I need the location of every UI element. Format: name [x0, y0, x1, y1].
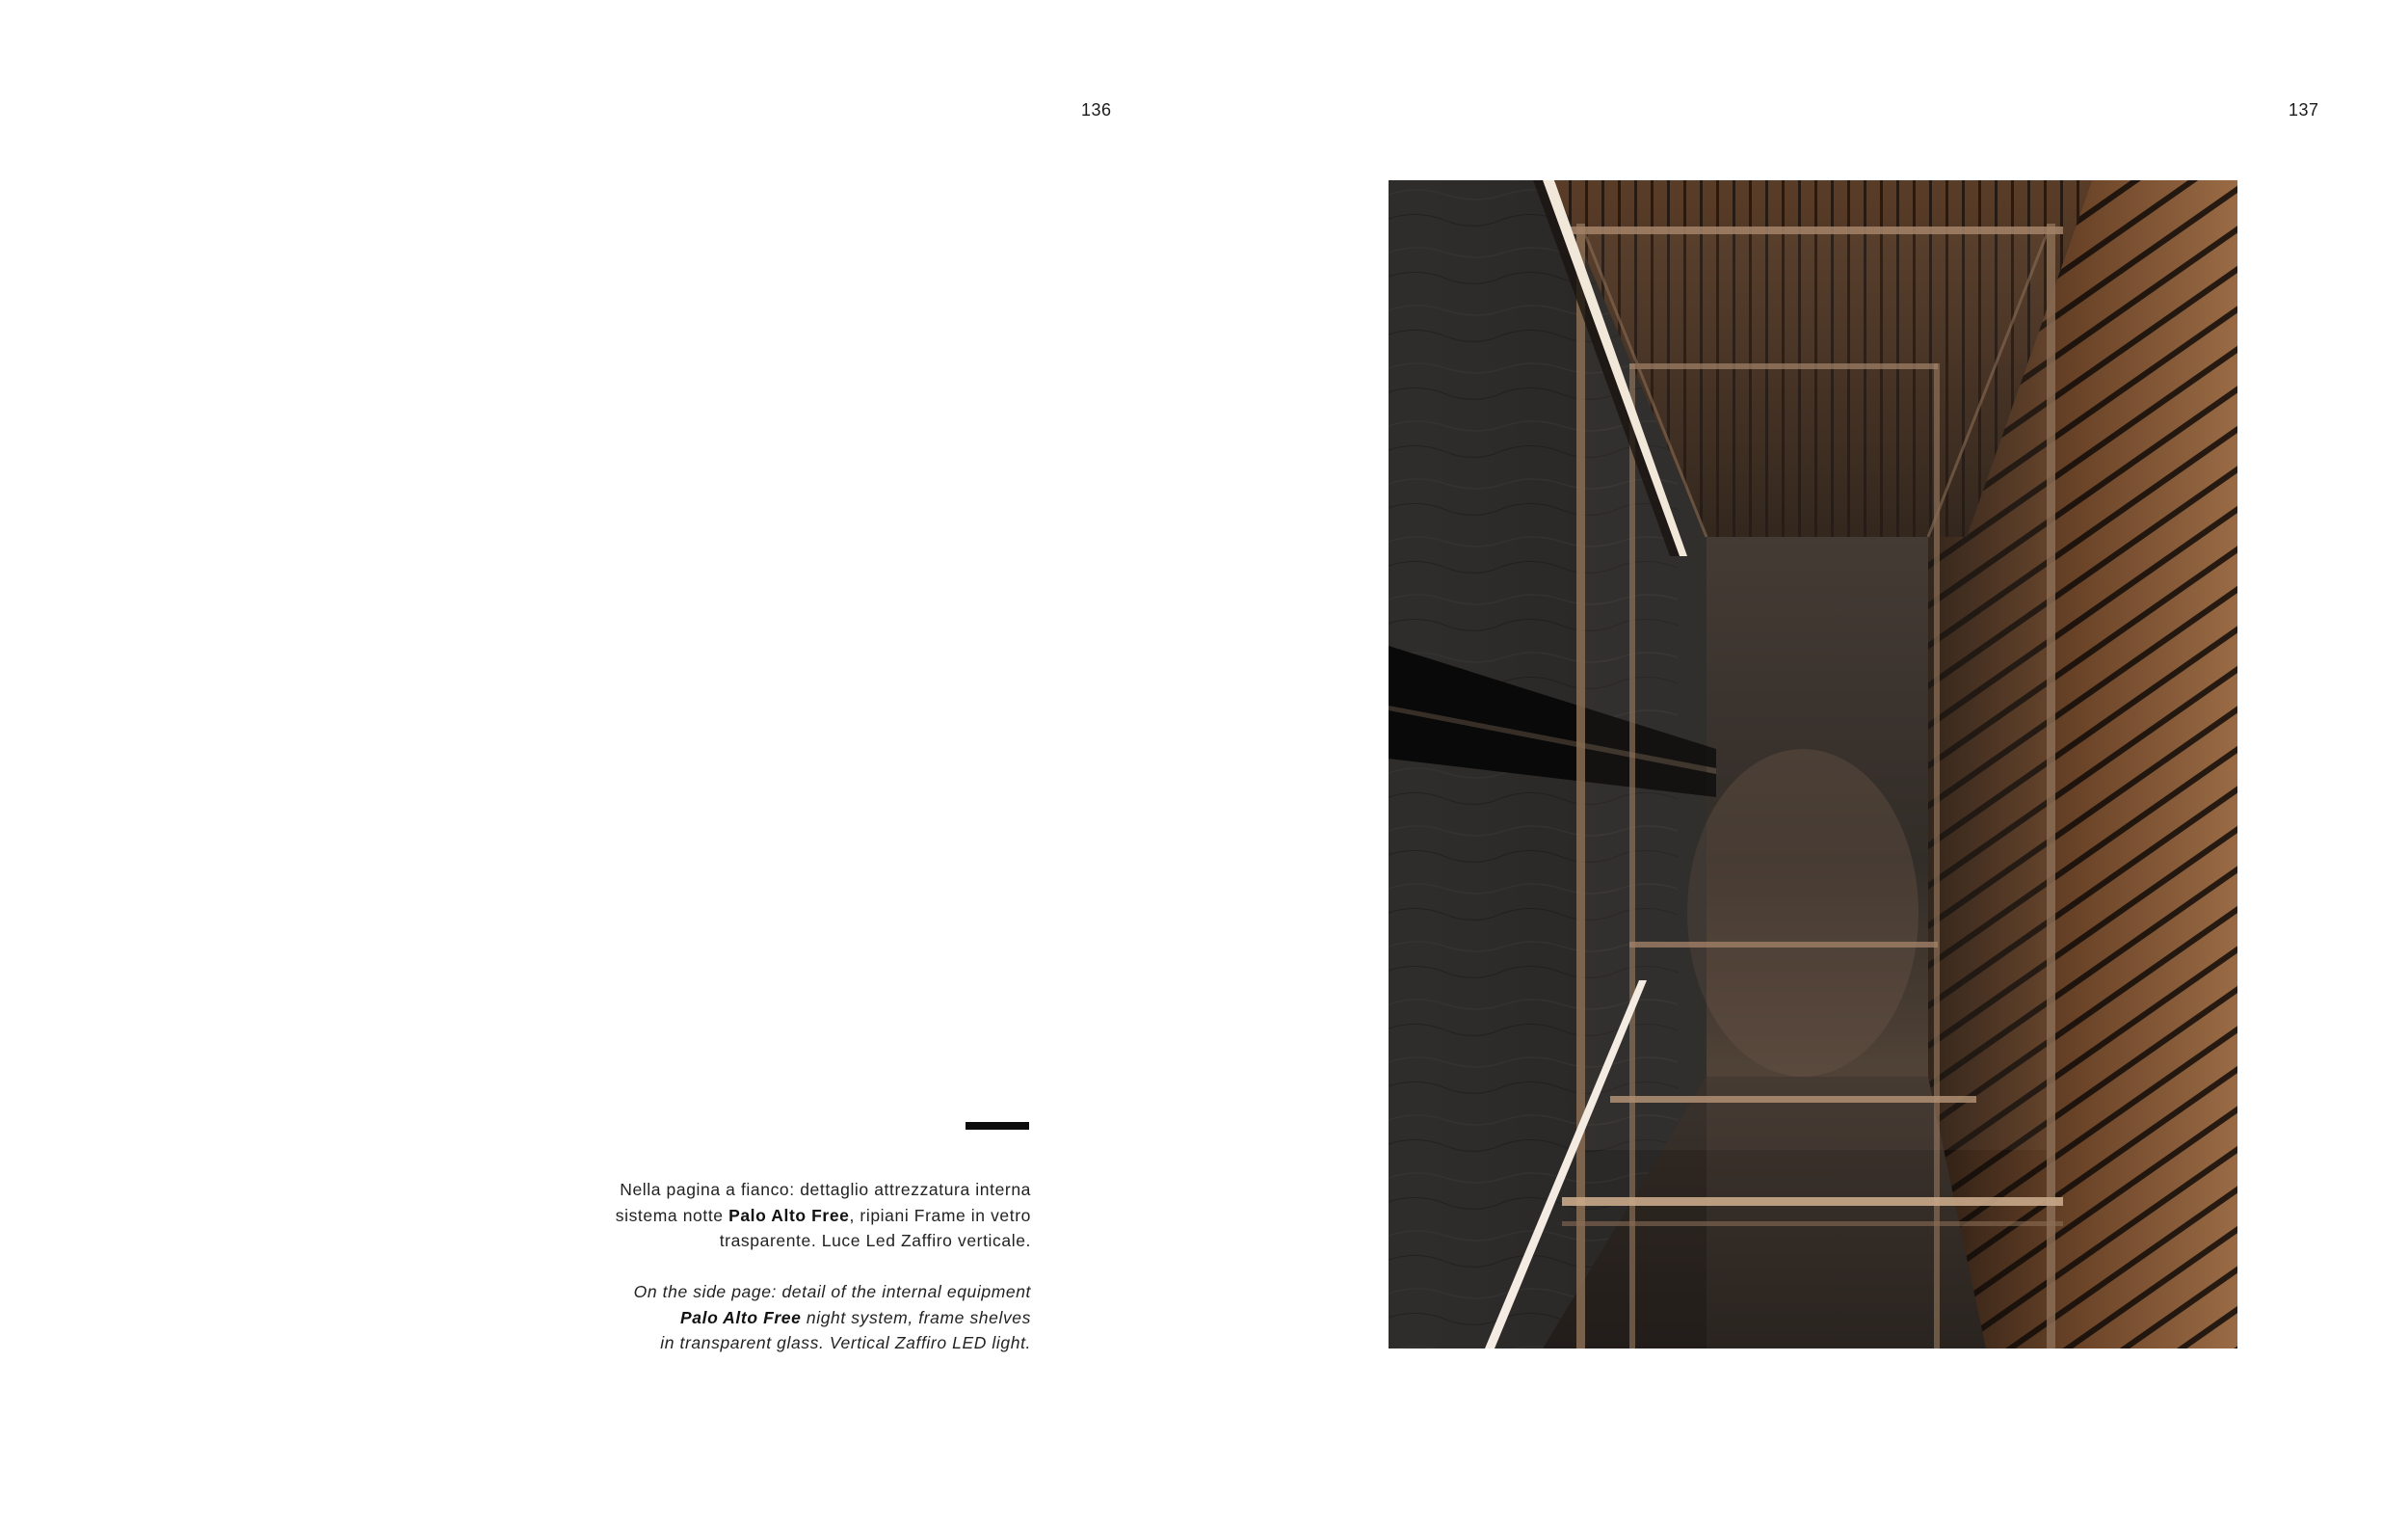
- caption-en-line-3: in transparent glass. Vertical Zaffiro LED light.: [660, 1333, 1031, 1352]
- caption-it-line-1: Nella pagina a fianco: dettaglio attrezzatura interna: [620, 1180, 1031, 1199]
- caption-en-product-name: Palo Alto Free: [680, 1307, 802, 1327]
- page-number-left: 136: [1081, 100, 1112, 120]
- caption-english: [491, 1279, 1031, 1356]
- wardrobe-interior-photo: [1389, 180, 2237, 1348]
- caption-it-line-3: trasparente. Luce Led Zaffiro verticale.: [719, 1231, 1031, 1250]
- caption-italian: [491, 1177, 1031, 1254]
- caption-en-line-2-suffix: night system, frame shelves: [801, 1307, 1031, 1327]
- caption-it-line-2-prefix: sistema notte: [615, 1205, 729, 1225]
- page-number-right: 137: [2289, 100, 2319, 120]
- caption-it-line-2-suffix: , ripiani Frame in vetro: [849, 1205, 1031, 1225]
- caption-it-product-name: Palo Alto Free: [728, 1205, 850, 1225]
- caption-divider-rule: [966, 1122, 1029, 1130]
- caption-en-line-1: On the side page: detail of the internal equipment: [633, 1282, 1031, 1301]
